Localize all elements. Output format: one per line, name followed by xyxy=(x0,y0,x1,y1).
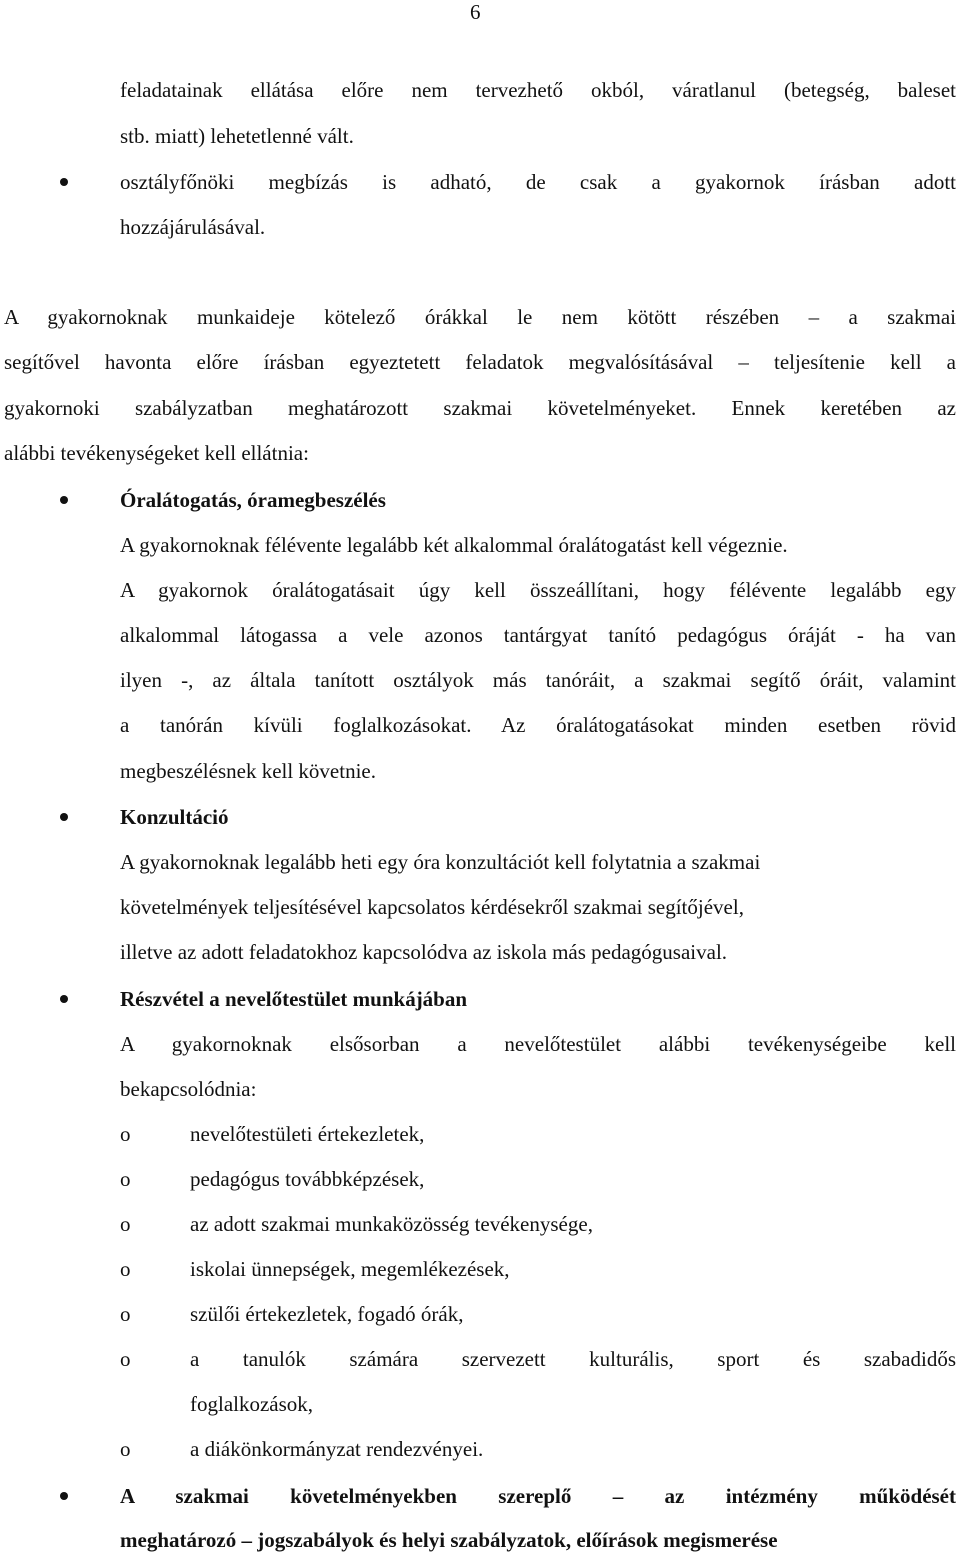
sub-item-continuation: foglalkozások, xyxy=(190,1392,314,1416)
bullet-icon xyxy=(60,813,68,821)
reszvetel-line2: bekapcsolódnia: xyxy=(120,1077,257,1101)
section-heading-reszvetel: Részvétel a nevelőtestület munkájában xyxy=(120,987,468,1011)
konzultacio-line3: illetve az adott feladatokhoz kapcsolódva az iskola más pedagógusaival. xyxy=(120,940,728,964)
item1-line1: feladatainak ellátása előre nem tervezhető okból, váratlanul (betegség, baleset xyxy=(120,78,956,102)
sub-item: pedagógus továbbképzések, xyxy=(190,1167,425,1191)
bullet-icon xyxy=(60,496,68,504)
oralatogatas-line6: megbeszélésnek kell követnie. xyxy=(120,759,376,783)
circle-bullet-icon: o xyxy=(120,1347,131,1371)
oralatogatas-line1: A gyakornoknak félévente legalább két alkalommal óralátogatást kell végeznie. xyxy=(120,533,788,557)
sub-item: iskolai ünnepségek, megemlékezések, xyxy=(190,1257,510,1281)
item1-line2: stb. miatt) lehetetlenné vált. xyxy=(120,124,354,148)
circle-bullet-icon: o xyxy=(120,1302,131,1326)
circle-bullet-icon: o xyxy=(120,1257,131,1281)
bullet-icon xyxy=(60,995,68,1003)
section-heading-oralatogatas: Óralátogatás, óramegbeszélés xyxy=(120,488,386,512)
intro-line1: A gyakornoknak munkaideje kötelező órákkal le nem kötött részében – a szakmai xyxy=(4,305,956,329)
sub-item: szülői értekezletek, fogadó órák, xyxy=(190,1302,464,1326)
oralatogatas-line4: ilyen -, az általa tanított osztályok más tanóráit, a szakmai segítő óráit, valamint xyxy=(120,668,956,692)
bullet-icon xyxy=(60,178,68,186)
konzultacio-line2: követelmények teljesítésével kapcsolatos kérdésekről szakmai segítőjével, xyxy=(120,895,744,919)
last-section-line2: meghatározó – jogszabályok és helyi szabályzatok, előírások megismerése xyxy=(120,1528,778,1552)
item2-line2: hozzájárulásával. xyxy=(120,215,266,239)
oralatogatas-line5: a tanórán kívüli foglalkozásokat. Az óralátogatásokat minden esetben rövid xyxy=(120,713,956,737)
sub-item: az adott szakmai munkaközösség tevékenysége, xyxy=(190,1212,593,1236)
last-section-line1: A szakmai követelményekben szereplő – az intézmény működését xyxy=(120,1484,956,1508)
circle-bullet-icon: o xyxy=(120,1167,131,1191)
intro-line2: segítővel havonta előre írásban egyeztetett feladatok megvalósításával – teljesítenie kell a xyxy=(4,350,956,374)
intro-line3: gyakornoki szabályzatban meghatározott szakmai követelményeket. Ennek keretében az xyxy=(4,396,956,420)
item2-line1: osztályfőnöki megbízás is adható, de csak a gyakornok írásban adott xyxy=(120,170,956,194)
intro-line4: alábbi tevékenységeket kell ellátnia: xyxy=(4,441,309,465)
reszvetel-line1: A gyakornoknak elsősorban a nevelőtestület alábbi tevékenységeibe kell xyxy=(120,1032,956,1056)
konzultacio-line1: A gyakornoknak legalább heti egy óra konzultációt kell folytatnia a szakmai xyxy=(120,850,761,874)
sub-item: a diákönkormányzat rendezvényei. xyxy=(190,1437,484,1461)
circle-bullet-icon: o xyxy=(120,1437,131,1461)
circle-bullet-icon: o xyxy=(120,1212,131,1236)
bullet-icon xyxy=(60,1492,68,1500)
page-number: 6 xyxy=(470,0,481,24)
circle-bullet-icon: o xyxy=(120,1122,131,1146)
sub-item: nevelőtestületi értekezletek, xyxy=(190,1122,425,1146)
oralatogatas-line3: alkalommal látogassa a vele azonos tantárgyat tanító pedagógus óráját - ha van xyxy=(120,623,956,647)
sub-item: a tanulók számára szervezett kulturális, sport és szabadidős xyxy=(190,1347,956,1371)
section-heading-konzultacio: Konzultáció xyxy=(120,805,229,829)
oralatogatas-line2: A gyakornok óralátogatásait úgy kell összeállítani, hogy félévente legalább egy xyxy=(120,578,956,602)
